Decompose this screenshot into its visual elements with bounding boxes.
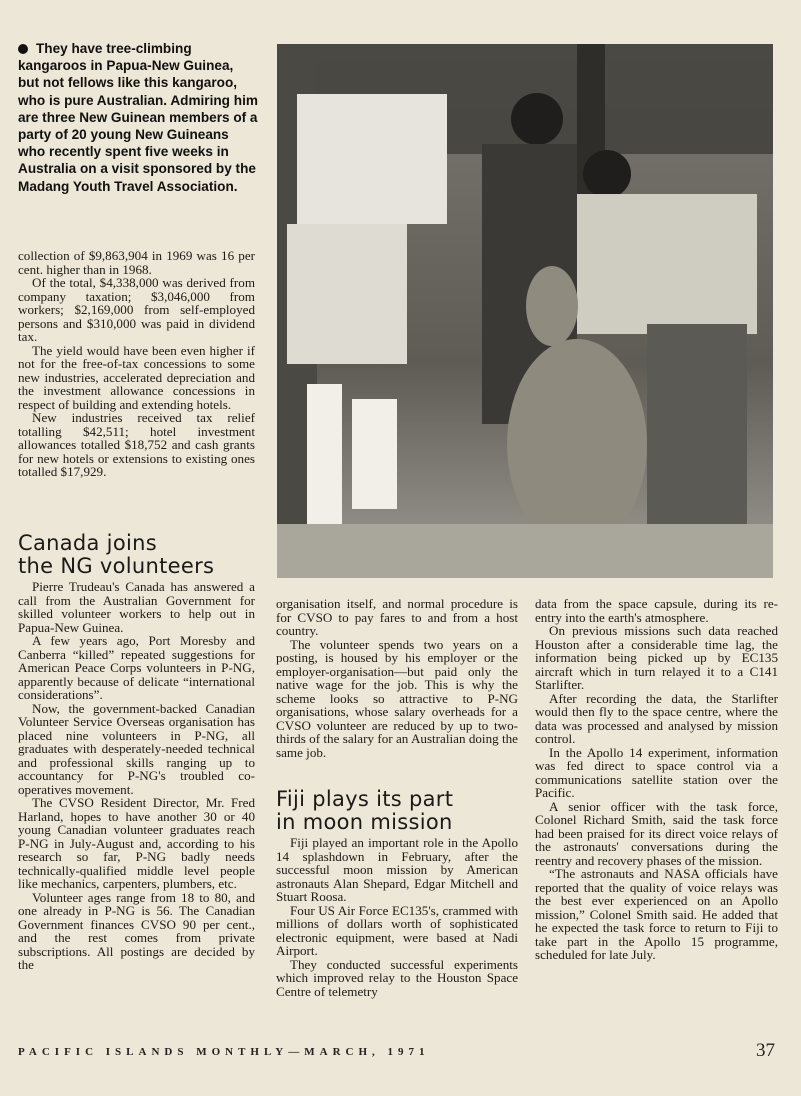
photo-caption (18, 40, 258, 195)
paragraph: Fiji played an important role in the Apollo 14 splashdown in February, after the successful moon mission by American astronauts Alan Shepard, Edgar Mitchell and Stuart Roosa. (276, 835, 518, 904)
paragraph: Now, the government-backed Canadian Volunteer Service Overseas organisation has placed nine volunteers in P-NG, all graduates with desperately-needed technical and professional skills ranging up to accountancy for P-NG's troubled co-operatives movement. (18, 700, 255, 797)
paragraph: Pierre Trudeau's Canada has answered a call from the Australian Government for skilled volunteer workers to help out in Papua-New Guinea. (18, 579, 255, 635)
paragraph: Volunteer ages range from 18 to 80, and one already in P-NG is 56. The Canadian Government finances CVSO 90 per cent., and the rest comes from private subscriptions. All postings are decided by the (18, 889, 255, 972)
bullet-icon (18, 44, 28, 54)
canada-article-continuation (276, 597, 518, 759)
paragraph: The volunteer spends two years on a posting, is housed by his employer or the employer-organisation—but paid only the native wage for the job. This is why the scheme looks so attractive to P-NG organisations, whose salary overheads for a CVSO volunteer are reduced by up to two-thirds of the salary for an Australian doing the same job. (276, 636, 518, 760)
caption-text: They have tree-climbing kangaroos in Papua-New Guinea, but not fellows like this kangaroo, who is pure Australian. Admiring him are three New Guinean members of a party of 20 young New Guineans who recently spent five weeks in Australia on a visit sponsored by the Madang Youth Travel Association. (18, 41, 258, 194)
page-footer: PACIFIC ISLANDS MONTHLY—MARCH, 1971 (18, 1046, 430, 1058)
paragraph: collection of $9,863,904 in 1969 was 16 per cent. higher than in 1968. (18, 248, 255, 277)
tax-article-continuation (18, 249, 255, 479)
paragraph: Of the total, $4,338,000 was derived from company taxation; $3,046,000 from workers; $2,169,000 from self-employed persons and $310,000 was paid in dividend tax. (18, 275, 255, 344)
paragraph: organisation itself, and normal procedure is for CVSO to pay fares to and from a host country. (276, 596, 518, 638)
fiji-article-continuation (535, 597, 778, 962)
fiji-article (276, 836, 518, 998)
paragraph: New industries received tax relief totalling $42,511; hotel investment allowances totalled $18,752 and cash grants for new hotels or extensions to existing ones totalled $17,929. (18, 410, 255, 479)
paragraph: A senior officer with the task force, Colonel Richard Smith, said the task force had been praised for its direct voice relays of the astronauts' conversations during the reentry and recovery phases of the mission. (535, 798, 778, 868)
paragraph: The CVSO Resident Director, Mr. Fred Harland, hopes to have another 30 or 40 young Canadian volunteer graduates reach P-NG in July-August and, according to his research so far, P-NG badly needs technically-qualified middle level people like mechanics, carpenters, plumbers, etc. (18, 795, 255, 891)
page-number: 37 (756, 1040, 775, 1061)
paragraph: In the Apollo 14 experiment, information was fed direct to space control via a communications satellite station over the Pacific. (535, 744, 778, 800)
paragraph: After recording the data, the Starlifter would then fly to the space centre, where the data was processed and analysed by mission control. (535, 690, 778, 746)
paragraph: On previous missions such data reached Houston after a considerable time lag, the information being picked up by EC135 aircraft which in turn relayed it to a C141 Starlifter. (535, 623, 778, 692)
paragraph: data from the space capsule, during its re-entry into the earth's atmosphere. (535, 596, 778, 625)
paragraph: “The astronauts and NASA officials have reported that the quality of voice relays was the best ever experienced on an Apollo mission,” Colonel Smith said. He added that he expected the task force to return to Fiji to take part in the Apollo 15 programme, scheduled for late July. (535, 866, 778, 962)
canada-headline: Canada joins the NG volunteers (18, 531, 215, 578)
fiji-headline: Fiji plays its part in moon mission (276, 787, 454, 834)
paragraph: They conducted successful experiments which improved relay to the Houston Space Centre of telemetry (276, 956, 518, 999)
kangaroo-photo (277, 44, 773, 578)
paragraph: Four US Air Force EC135's, crammed with millions of dollars worth of sophisticated electronic equipment, were based at Nadi Airport. (276, 902, 518, 958)
canada-article (18, 580, 255, 972)
paragraph: A few years ago, Port Moresby and Canberra “killed” repeated suggestions for American Peace Corps volunteers in P-NG, apparently because of delicate “international considerations”. (18, 633, 255, 702)
paragraph: The yield would have been even higher if not for the free-of-tax concessions to some new industries, accelerated depreciation and the investment allowance concessions in respect of building and extending hotels. (18, 342, 255, 412)
